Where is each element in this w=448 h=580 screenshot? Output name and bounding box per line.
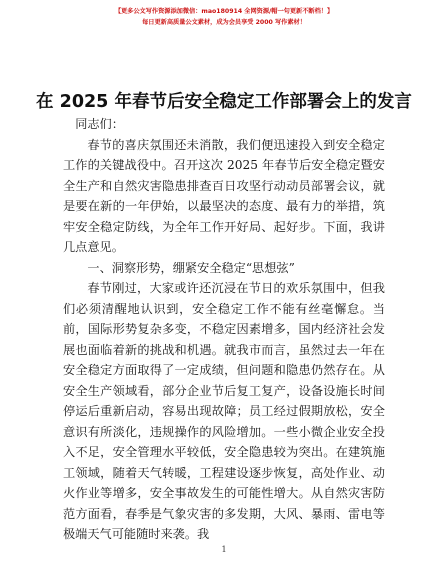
promo-banner: [0, 6, 448, 28]
section-heading-1: 一、洞察形势，绷紧安全稳定“思想弦”: [87, 260, 295, 275]
promo-banner-line1: 【更多公文写作资源添加微信：mao180914 全网资源/帽一句更新不断档！】: [114, 8, 334, 15]
paragraph-situation: 春节刚过，大家或许还沉浸在节日的欢乐氛围中，但我们必须清醒地认识到，安全稳定工作不能有丝毫懈怠。当前，国际形势复杂多变，不稳定因素增多，国内经济社会发展也面临着新的挑战和机遇。就我市而言，虽然过去一年在安全稳定方面取得了一定成绩，但问题和隐患仍然存在。从安全生产领域看，部分企业节后复工复产，设备设施长时间停运后重新启动，容易出现故障；员工经过假期放松，安全意识有所淡化，违规操作的风险增加。一些小微企业安全投入不足，安全管理水平较低，安全隐患较为突出。在建筑施工领域，随着天气转暖，工程建设逐步恢复，高处作业、动火作业等增多，安全事故发生的可能性增大。从自然灾害防范方面看，春季是气象灾害的多发期，大风、暴雨、雷电等极端天气可能随时来袭。我: [63, 281, 385, 541]
promo-banner-line2: 每日更新高质量公文素材，成为会员享受 2000 写作素材！: [142, 19, 306, 26]
document-body: [63, 114, 385, 545]
document-title: 在 2025 年春节后安全稳定工作部署会上的发言: [36, 92, 412, 112]
salutation: 同志们：: [75, 117, 124, 131]
paragraph-intro: 春节的喜庆氛围还未消散，我们便迅速投入到安全稳定工作的关键战役中。召开这次 2025 年春节后安全稳定暨安全生产和自然灾害隐患排查百日攻坚行动动员部署会议，就是要在新的一年伊始，以最坚决的态度、最有力的举措，筑牢安全稳定防线，为全年工作开好局、起好步。下面，我讲几点意见。: [63, 137, 385, 254]
page-number: 1: [221, 545, 227, 554]
